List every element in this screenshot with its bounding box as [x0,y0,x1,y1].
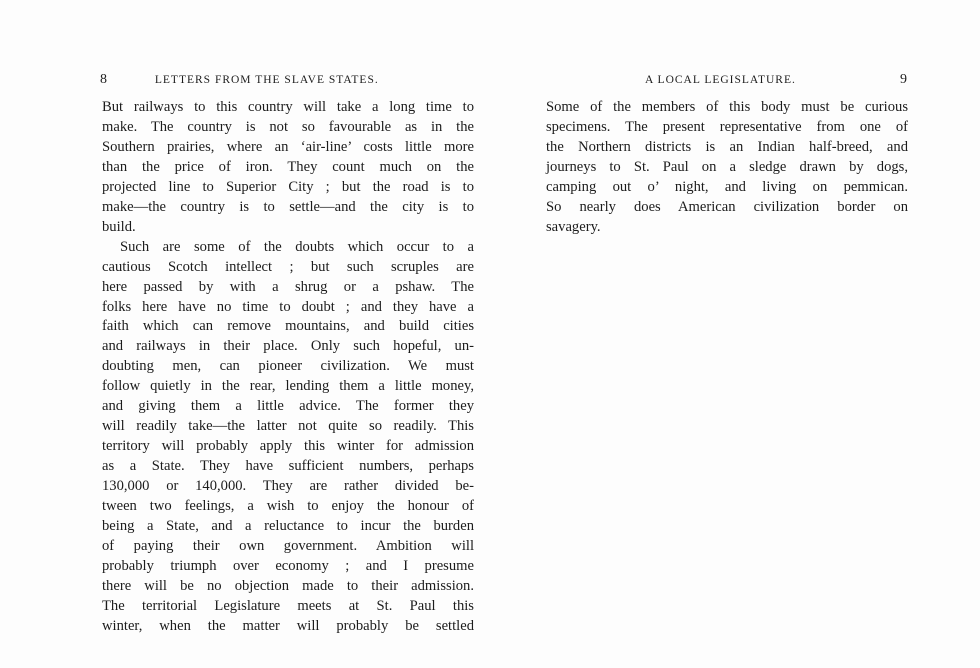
text-line: make. The country is not so favourable as in the [102,118,474,135]
left-page-number: 8 [100,72,107,87]
text-line: Southern prairies, where an ‘air-line’ costs little more [102,138,474,155]
right-body-text [546,98,908,238]
text-line: doubting men, can pioneer civilization. We must [102,358,474,375]
right-page-header [645,72,907,88]
text-line: and giving them a little advice. The former they [102,398,474,415]
left-body-text [102,98,474,637]
text-line: The territorial Legislature meets at St. Paul this [102,597,474,614]
right-page-number: 9 [900,72,907,87]
text-line: tween two feelings, a wish to enjoy the honour of [102,498,474,515]
text-line: territory will probably apply this winter for admission [102,438,474,455]
text-line: Such are some of the doubts which occur to a [120,238,474,255]
text-line: 130,000 or 140,000. They are rather divided be- [102,478,474,495]
text-line: being a State, and a reluctance to incur the burden [102,518,474,535]
text-line: build. [102,218,136,235]
text-line: But railways to this country will take a long time to [102,99,474,115]
text-line: will readily take—the latter not quite so readily. This [102,418,474,435]
text-line: of paying their own government. Ambition will [102,537,474,554]
text-line: as a State. They have sufficient numbers, perhaps [102,458,474,475]
text-line: the Northern districts is an Indian half-breed, and [546,138,908,155]
text-line: camping out o’ night, and living on pemmican. [546,178,908,195]
text-line: than the price of iron. They count much on the [102,158,474,175]
text-line: probably triumph over economy ; and I presume [102,557,474,574]
text-line: specimens. The present representative from one of [546,118,908,135]
paragraph [546,98,908,238]
text-line: winter, when the matter will probably be settled [102,617,474,634]
paragraph [102,238,474,637]
left-page-header [100,72,379,88]
text-line: So nearly does American civilization border on [546,198,908,215]
right-running-head: A LOCAL LEGISLATURE. [645,74,796,86]
text-line: there will be no objection made to their admission. [102,577,474,594]
text-line: follow quietly in the rear, lending them a little money, [102,378,474,395]
text-line: savagery. [546,218,601,235]
text-line: cautious Scotch intellect ; but such scruples are [102,258,474,275]
text-line: here passed by with a shrug or a pshaw. The [102,278,474,295]
text-line: make—the country is to settle—and the city is to [102,198,474,215]
text-line: Some of the members of this body must be curious [546,99,908,115]
text-line: projected line to Superior City ; but the road is to [102,178,474,195]
paragraph [102,98,474,238]
text-line: faith which can remove mountains, and build cities [102,318,474,335]
text-line: and railways in their place. Only such hopeful, un- [102,338,474,355]
left-running-head: LETTERS FROM THE SLAVE STATES. [154,74,379,86]
text-line: journeys to St. Paul on a sledge drawn by dogs, [546,158,908,175]
text-line: folks here have no time to doubt ; and they have a [102,298,474,315]
right-page [490,0,980,668]
